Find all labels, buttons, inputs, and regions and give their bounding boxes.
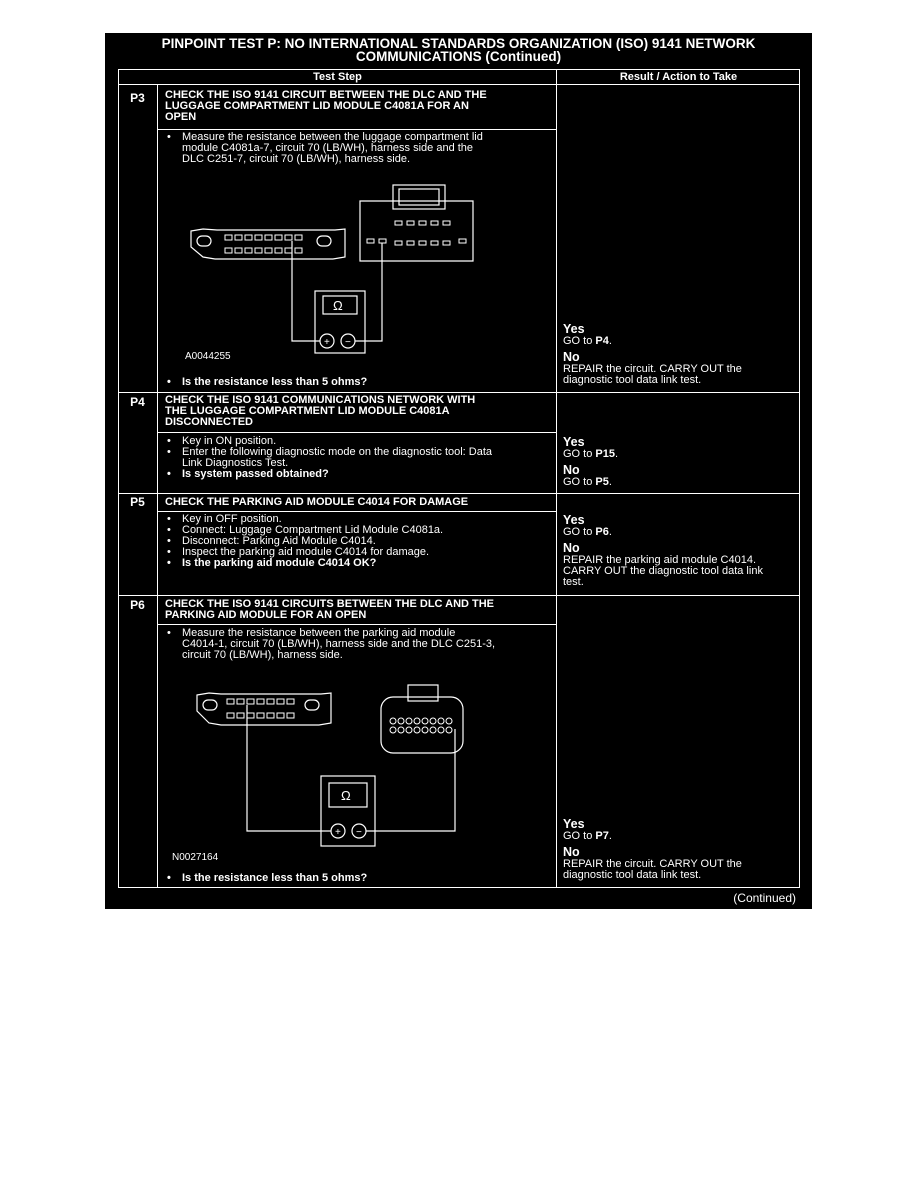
dlc-connector-icon [197, 693, 331, 725]
step-result: Yes GO to P15. No GO to P5. [563, 435, 619, 488]
module-connector-icon [381, 697, 463, 753]
test-lead-negative [366, 729, 455, 831]
bullet: • Connect: Luggage Compartment Lid Module C4081a. [163, 525, 553, 536]
bullet: • Enter the following diagnostic mode on the diagnostic tool: Data Link Diagnostics Test. [163, 447, 553, 469]
meter-ohm-symbol: Ω [333, 298, 343, 313]
step-result: Yes GO to P7. No REPAIR the circuit. CARRY OUT the diagnostic tool data link test. [563, 817, 742, 881]
step-title: CHECK THE ISO 9141 CIRCUIT BETWEEN THE DLC AND THE LUGGAGE COMPARTMENT LID MODULE C4081A FOR AN OPEN [165, 89, 487, 123]
bullet: • Measure the resistance between the parking aid module C4014-1, circuit 70 (LB/WH), harness side and the DLC C251-3, circuit 70 (LB/WH), harness side. [163, 628, 553, 661]
plus-sign: + [324, 337, 330, 348]
bullet: • Disconnect: Parking Aid Module C4014. [163, 536, 553, 547]
step-id: P3 [130, 91, 145, 105]
bullet: • Key in ON position. [163, 436, 553, 447]
header-result: Result / Action to Take [619, 71, 738, 83]
meter-ohm-symbol: Ω [341, 788, 351, 803]
resistance-diagram [105, 33, 812, 909]
test-lead-positive [247, 705, 331, 831]
step-id: P6 [130, 598, 145, 612]
bullet: • Inspect the parking aid module C4014 for damage. [163, 547, 553, 558]
step-id: P4 [130, 395, 145, 409]
title-line-1: PINPOINT TEST P: NO INTERNATIONAL STANDARDS ORGANIZATION (ISO) 9141 NETWORK [161, 36, 756, 51]
continued-label: (Continued) [733, 891, 796, 905]
bullet: • Key in OFF position. [163, 514, 553, 525]
step-id: P5 [130, 495, 145, 509]
header-test-step: Test Step [313, 71, 362, 83]
step-result: Yes GO to P4. No REPAIR the circuit. CARRY OUT the diagnostic tool data link test. [563, 322, 742, 386]
step-title: CHECK THE PARKING AID MODULE C4014 FOR DAMAGE [165, 496, 469, 508]
minus-sign: − [356, 827, 362, 838]
module-pin-row [390, 718, 452, 733]
figure-id: N0027164 [172, 852, 219, 863]
minus-sign: − [345, 337, 351, 348]
figure-id: A0044255 [185, 351, 231, 362]
step-question: • Is system passed obtained? [163, 469, 553, 480]
step-title: CHECK THE ISO 9141 COMMUNICATIONS NETWORK WITH THE LUGGAGE COMPARTMENT LID MODULE C4081A DISCONNECTED [165, 394, 476, 428]
step-question: • Is the resistance less than 5 ohms? [163, 377, 553, 388]
step-question: • Is the parking aid module C4014 OK? [163, 558, 553, 569]
bullet: • Measure the resistance between the luggage compartment lid module C4081a-7, circuit 70 (LB/WH), harness side and the DLC C251-7, circuit 70 (LB/WH), harness side. [163, 132, 553, 165]
step-question: • Is the resistance less than 5 ohms? [163, 873, 553, 884]
step-title: CHECK THE ISO 9141 CIRCUITS BETWEEN THE DLC AND THE PARKING AID MODULE FOR AN OPEN [165, 598, 495, 621]
pinpoint-test-page [105, 33, 812, 909]
plus-sign: + [335, 827, 341, 838]
title-line-2: COMMUNICATIONS (Continued) [355, 49, 562, 64]
dlc-pin-row [227, 699, 294, 718]
step-result: Yes GO to P6. No REPAIR the parking aid module C4014. CARRY OUT the diagnostic tool data link test. [563, 513, 763, 588]
